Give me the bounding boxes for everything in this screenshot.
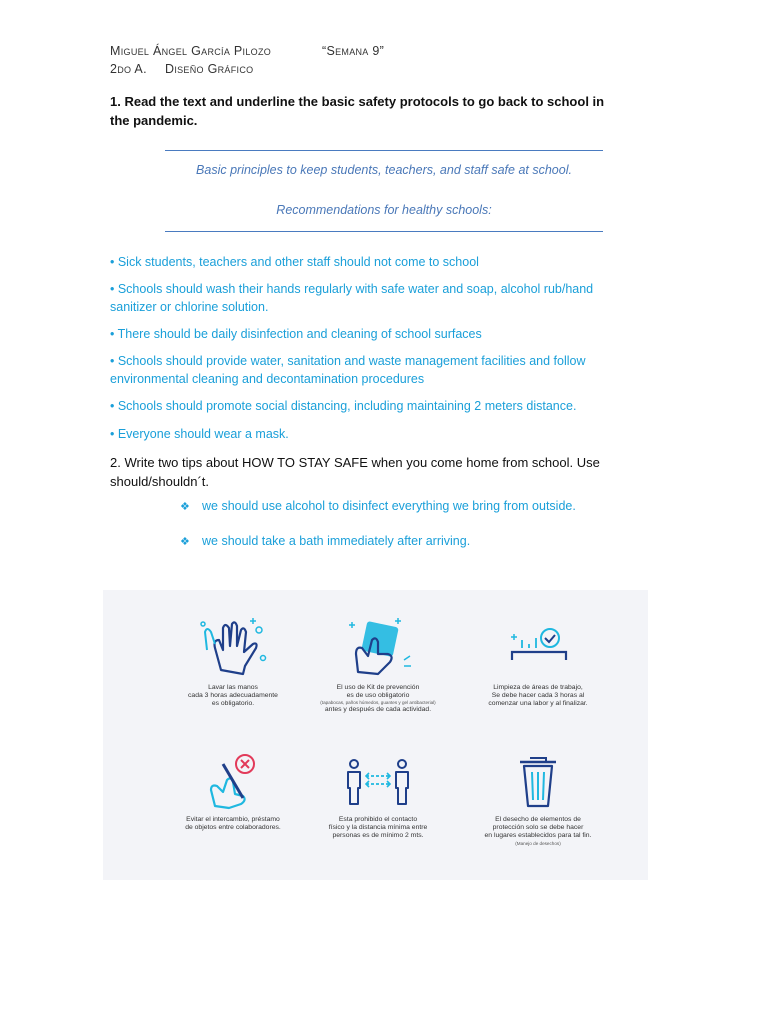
social-distance-icon (338, 750, 418, 812)
divider-bottom (165, 231, 603, 232)
caption: El uso de Kit de prevención es de uso obligatorio (tapabocas, paños húmedos, guantes y gel antibacterial) antes y después de cada actividad. (320, 684, 436, 714)
caption: Evitar el intercambio, préstamo de objetos entre colaboradores. (185, 816, 281, 832)
trash-can-icon (498, 750, 578, 812)
infographic-item-waste-disposal (458, 750, 618, 847)
caption: Lavar las manos cada 3 horas adecuadamente es obligatorio. (188, 684, 278, 708)
bullet-item: • Schools should wash their hands regularly with safe water and soap, alcohol rub/hand sanitizer or chlorine solution. (110, 282, 594, 314)
infographic-item-prevention-kit (298, 610, 458, 715)
safety-infographic (103, 590, 648, 880)
recommendations-title: Recommendations for healthy schools: (276, 203, 492, 217)
week-label: “Semana 9” (322, 44, 385, 58)
no-pencil-exchange-icon (193, 750, 273, 812)
caption: Limpieza de áreas de trabajo, Se debe hacer cada 3 horas al comenzar una labor y al finalizar. (488, 684, 588, 708)
infographic-item-handwashing (153, 610, 313, 709)
caption: Esta prohibido el contacto físico y la distancia mínima entre personas es de mínimo 2 mts. (328, 816, 428, 840)
wipe-cleaning-icon (338, 610, 418, 680)
tip-text: we should use alcohol to disinfect everything we bring from outside. (202, 499, 576, 513)
student-name: Miguel Ángel García Pilozo (110, 44, 272, 58)
diamond-bullet-icon: ❖ (180, 501, 190, 513)
surface-check-icon (498, 610, 578, 680)
subject-label: Diseño Gráfico (165, 62, 254, 76)
bullet-item: • Schools should promote social distancing, including maintaining 2 meters distance. (110, 399, 577, 413)
infographic-item-surface-cleaning (458, 610, 618, 709)
hand-washing-icon (193, 610, 273, 680)
question-2: 2. Write two tips about HOW TO STAY SAFE when you come home from school. Use should/shouldn´t. (110, 455, 600, 489)
tip-item (180, 499, 576, 513)
infographic-item-no-exchange (153, 750, 313, 832)
group-label: 2do A. (110, 62, 147, 76)
bullet-item: • Schools should provide water, sanitation and waste management facilities and follow environmental cleaning and decontamination procedures (110, 354, 586, 386)
infographic-item-social-distance (298, 750, 458, 841)
question-1: 1. Read the text and underline the basic safety protocols to go back to school in the pandemic. (110, 94, 605, 128)
bullet-item: • There should be daily disinfection and cleaning of school surfaces (110, 327, 482, 341)
principles-text: Basic principles to keep students, teachers, and staff safe at school. (196, 163, 572, 177)
divider-top (165, 150, 603, 151)
diamond-bullet-icon: ❖ (180, 536, 190, 548)
tip-item (180, 534, 470, 548)
bullet-item: • Everyone should wear a mask. (110, 427, 289, 441)
tip-text: we should take a bath immediately after arriving. (202, 534, 471, 548)
bullet-item: • Sick students, teachers and other staff should not come to school (110, 255, 479, 269)
caption: El desecho de elementos de protección solo se debe hacer en lugares establecidos para tal fin. (Manejo de desechos) (484, 816, 592, 846)
